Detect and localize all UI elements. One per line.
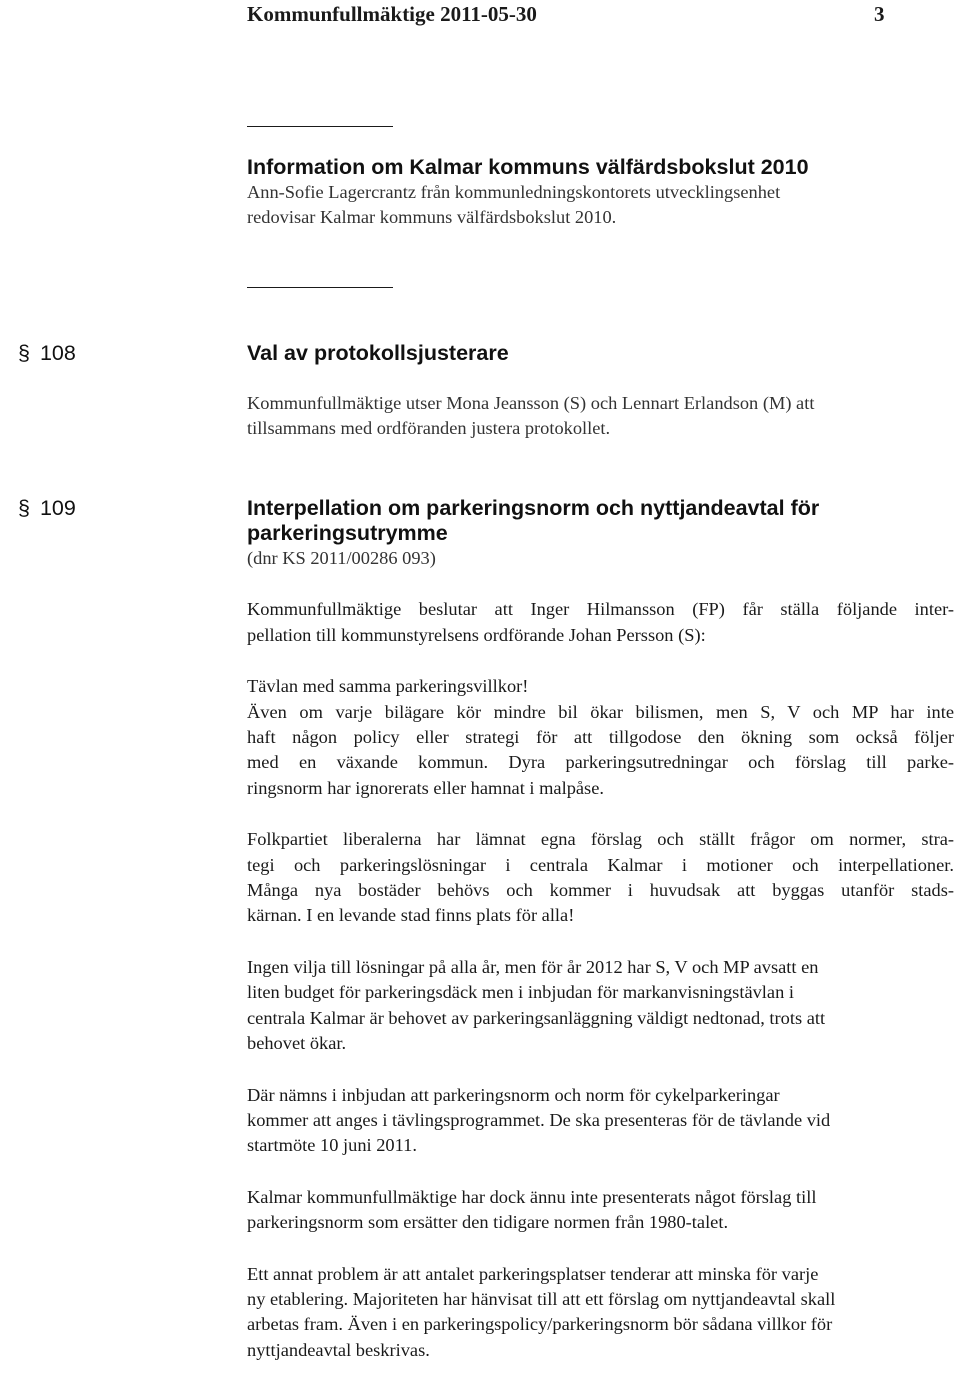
body-line: Kommunfullmäktige beslutar att Inger Hilmansson (FP) får ställa följande inter- xyxy=(247,599,954,620)
paragraph-6 xyxy=(247,1262,937,1364)
document-title: Kommunfullmäktige 2011-05-30 xyxy=(247,2,537,26)
heading-line: parkeringsutrymme xyxy=(247,521,448,545)
section-109 xyxy=(247,496,954,1363)
info-body-line: redovisar Kalmar kommuns välfärdsbokslut 2010. xyxy=(247,207,617,228)
body-line: Ett annat problem är att antalet parkeringsplatser tenderar att minska för varje xyxy=(247,1263,819,1284)
body-line: Även om varje bilägare kör mindre bil ökar bilismen, men S, V och MP har inte xyxy=(247,701,954,722)
interpellation-title: Tävlan med samma parkeringsvillkor! xyxy=(247,676,529,697)
section-separator xyxy=(247,287,393,288)
body-line: haft någon policy eller strategi för att tillgodose den ökning som också följer xyxy=(247,727,954,748)
decision-text xyxy=(247,597,954,648)
body-line: Folkpartiet liberalerna har lämnat egna förslag och ställt frågor om normer, stra- xyxy=(247,829,954,850)
body-line: Ingen vilja till lösningar på alla år, men för år 2012 har S, V och MP avsatt en xyxy=(247,956,819,977)
body-line: arbetas fram. Även i en parkeringspolicy/parkeringsnorm bör sådana villkor för xyxy=(247,1314,833,1335)
heading-line: Interpellation om parkeringsnorm och nyttjandeavtal för xyxy=(247,496,820,520)
body-line: nyttjandeavtal beskrivas. xyxy=(247,1339,430,1360)
body-line: Där nämns i inbjudan att parkeringsnorm och norm för cykelparkeringar xyxy=(247,1084,780,1105)
info-heading: Information om Kalmar kommuns välfärdsbokslut 2010 xyxy=(247,155,809,179)
body-line: startmöte 10 juni 2011. xyxy=(247,1135,417,1156)
section-number-108 xyxy=(18,341,76,366)
body-line: ringsnorm har ignorerats eller hamnat i malpåse. xyxy=(247,777,604,798)
paragraph-1 xyxy=(247,700,954,802)
body-line: med en växande kommun. Dyra parkeringsutredningar och förslag till parke- xyxy=(247,752,954,773)
body-line: kommer att anges i tävlingsprogrammet. De ska presenteras för de tävlande vid xyxy=(247,1109,831,1130)
section-109-heading xyxy=(247,496,937,546)
paragraph-sign: § xyxy=(18,496,30,520)
paragraph-5 xyxy=(247,1185,937,1236)
body-line: Kalmar kommunfullmäktige har dock ännu inte presenterats något förslag till xyxy=(247,1186,817,1207)
paragraph-sign: § xyxy=(18,341,30,365)
section-108-heading: Val av protokollsjusterare xyxy=(247,341,509,365)
body-line: liten budget för parkeringsdäck men i inbjudan för markanvisningstävlan i xyxy=(247,982,794,1003)
body-line: Många nya bostäder behövs och kommer i huvudsak att byggas utanför stads- xyxy=(247,880,954,901)
page-number: 3 xyxy=(874,2,885,26)
body-line: tillsammans med ordföranden justera protokollet. xyxy=(247,418,611,439)
section-108-body xyxy=(247,391,937,442)
body-line: pellation till kommunstyrelsens ordförande Johan Persson (S): xyxy=(247,624,706,645)
paragraph-3 xyxy=(247,955,937,1057)
body-line: parkeringsnorm som ersätter den tidigare normen från 1980-talet. xyxy=(247,1212,729,1233)
diary-number: (dnr KS 2011/00286 093) xyxy=(247,548,436,568)
body-line: ny etablering. Majoriteten har hänvisat till att ett förslag om nyttjandeavtal skall xyxy=(247,1288,836,1309)
section-108 xyxy=(247,341,937,442)
body-line: tegi och parkeringslösningar i centrala Kalmar i motioner och interpellationer. xyxy=(247,854,954,875)
section-number: 109 xyxy=(39,496,76,520)
body-line: centrala Kalmar är behovet av parkeringsanläggning väldigt nedtonad, trots att xyxy=(247,1007,826,1028)
info-body-line: Ann-Sofie Lagercrantz från kommunledningskontorets utvecklingsenhet xyxy=(247,182,781,202)
paragraph-4 xyxy=(247,1083,937,1159)
section-number-109 xyxy=(18,496,76,521)
paragraph-2 xyxy=(247,827,954,929)
body-line: behovet ökar. xyxy=(247,1033,347,1054)
info-section xyxy=(247,155,937,231)
page-header xyxy=(247,2,887,28)
body-line: kärnan. I en levande stad finns plats för alla! xyxy=(247,905,575,926)
body-line: Kommunfullmäktige utser Mona Jeansson (S) och Lennart Erlandson (M) att xyxy=(247,393,815,413)
section-number: 108 xyxy=(39,341,76,365)
section-separator xyxy=(247,126,393,127)
info-body xyxy=(247,180,937,231)
